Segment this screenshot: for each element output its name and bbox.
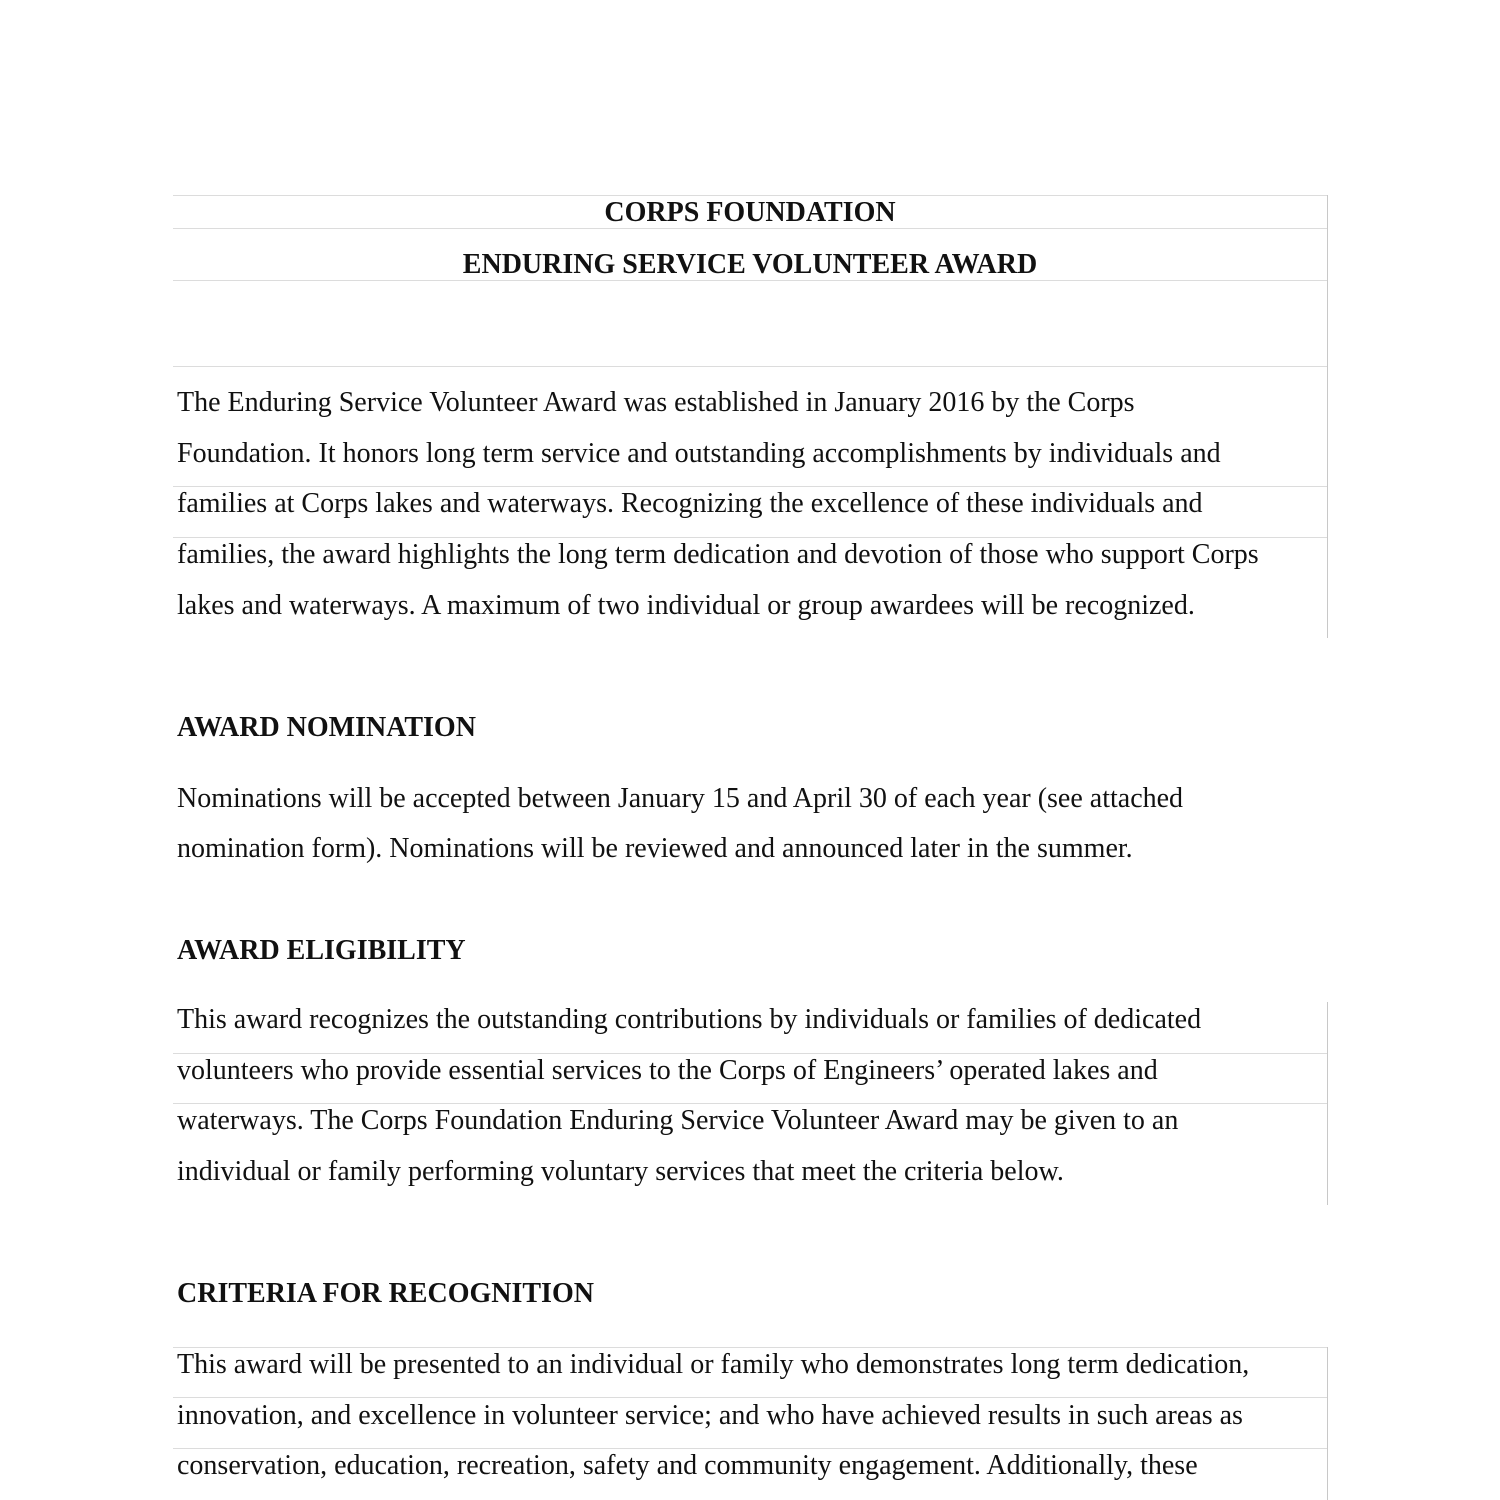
- intro-line: Foundation. It honors long term service and outstanding accomplishments by individuals and: [177, 438, 1221, 469]
- section-heading-nomination: AWARD NOMINATION: [177, 712, 476, 743]
- section-heading-eligibility: AWARD ELIGIBILITY: [177, 935, 466, 966]
- eligibility-line: volunteers who provide essential services to the Corps of Engineers’ operated lakes and: [177, 1055, 1158, 1086]
- table-rule: [1327, 1002, 1328, 1205]
- nomination-line: nomination form). Nominations will be reviewed and announced later in the summer.: [177, 833, 1133, 864]
- section-heading-criteria: CRITERIA FOR RECOGNITION: [177, 1278, 594, 1309]
- nomination-line: Nominations will be accepted between January 15 and April 30 of each year (see attached: [177, 783, 1184, 814]
- criteria-line: conservation, education, recreation, safety and community engagement. Additionally, these: [177, 1450, 1198, 1481]
- document-subtitle: ENDURING SERVICE VOLUNTEER AWARD: [462, 249, 1038, 280]
- intro-line: lakes and waterways. A maximum of two individual or group awardees will be recognized.: [177, 590, 1195, 621]
- criteria-line: innovation, and excellence in volunteer service; and who have achieved results in such areas as: [177, 1400, 1243, 1431]
- eligibility-line: individual or family performing voluntary services that meet the criteria below.: [177, 1156, 1064, 1187]
- table-rule: [173, 366, 1327, 367]
- intro-line: families, the award highlights the long term dedication and devotion of those who support Corps: [177, 539, 1259, 570]
- eligibility-line: This award recognizes the outstanding contributions by individuals or families of dedicated: [177, 1004, 1202, 1035]
- criteria-line: This award will be presented to an individual or family who demonstrates long term dedication,: [177, 1349, 1250, 1380]
- table-rule: [1327, 1347, 1328, 1500]
- intro-line: The Enduring Service Volunteer Award was established in January 2016 by the Corps: [177, 387, 1135, 418]
- table-rule: [173, 1397, 1327, 1398]
- document-title: CORPS FOUNDATION: [604, 197, 896, 228]
- eligibility-line: waterways. The Corps Foundation Enduring Service Volunteer Award may be given to an: [177, 1105, 1179, 1136]
- intro-line: families at Corps lakes and waterways. Recognizing the excellence of these individuals and: [177, 488, 1203, 519]
